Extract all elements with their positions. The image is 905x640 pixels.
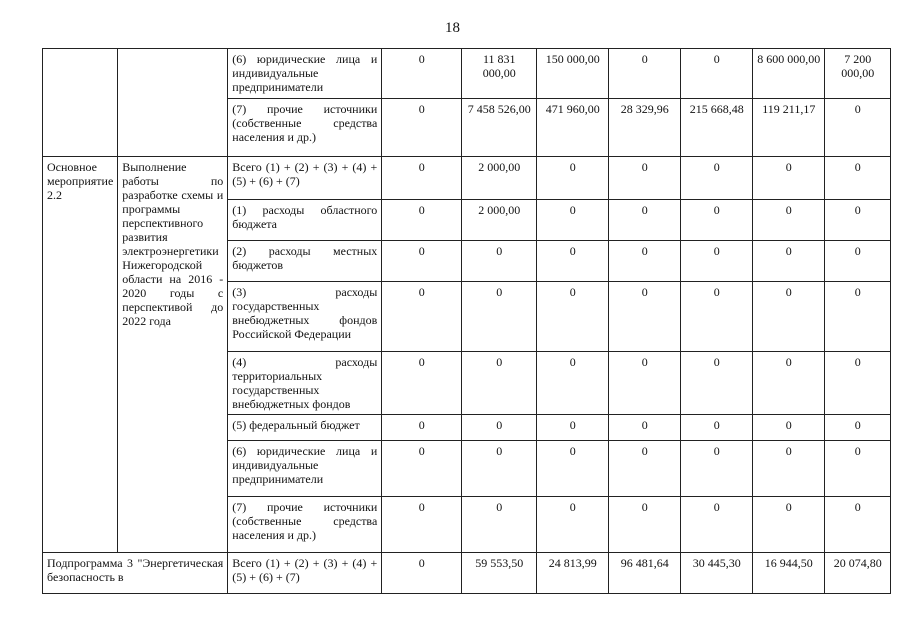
amount-cell: 0 — [609, 241, 681, 282]
amount-cell: 59 553,50 — [462, 553, 537, 594]
amount-cell: 0 — [382, 441, 462, 497]
amount-cell: 0 — [681, 200, 753, 241]
amount-cell: 0 — [681, 352, 753, 415]
amount-cell: 20 074,80 — [825, 553, 891, 594]
amount-cell: 0 — [462, 415, 537, 441]
amount-cell: 0 — [609, 282, 681, 352]
amount-cell: 0 — [462, 441, 537, 497]
amount-cell: 119 211,17 — [753, 99, 825, 157]
table-row — [43, 49, 891, 99]
table-row — [43, 157, 891, 200]
amount-cell: 0 — [537, 415, 609, 441]
amount-cell: 0 — [537, 200, 609, 241]
funding-source-label: (6) юридические лица и индивидуальные предприниматели — [228, 49, 382, 99]
amount-cell: 2 000,00 — [462, 200, 537, 241]
amount-cell: 0 — [753, 282, 825, 352]
amount-cell: 0 — [681, 497, 753, 553]
amount-cell: 0 — [681, 157, 753, 200]
amount-cell: 0 — [382, 200, 462, 241]
amount-cell: 0 — [609, 49, 681, 99]
blank-cell — [118, 49, 228, 157]
amount-cell: 28 329,96 — [609, 99, 681, 157]
table-row — [43, 553, 891, 594]
amount-cell: 0 — [825, 415, 891, 441]
amount-cell: 0 — [382, 241, 462, 282]
amount-cell: 0 — [753, 352, 825, 415]
amount-cell: 0 — [825, 497, 891, 553]
funding-source-label: (3) расходы государственных внебюджетных фондов Российской Федерации — [228, 282, 382, 352]
amount-cell: 0 — [753, 200, 825, 241]
amount-cell: 0 — [825, 241, 891, 282]
amount-cell: 0 — [609, 415, 681, 441]
subprogram-name: Подпрограмма 3 "Энергетическая безопасность в — [43, 553, 228, 594]
amount-cell: 0 — [537, 157, 609, 200]
amount-cell: 7 458 526,00 — [462, 99, 537, 157]
amount-cell: 0 — [462, 282, 537, 352]
amount-cell: 0 — [382, 497, 462, 553]
funding-source-label: Всего (1) + (2) + (3) + (4) + (5) + (6) + (7) — [228, 157, 382, 200]
amount-cell: 0 — [825, 441, 891, 497]
funding-source-label: (7) прочие источники (собственные средства населения и др.) — [228, 99, 382, 157]
funding-table — [42, 48, 891, 594]
amount-cell: 0 — [537, 441, 609, 497]
amount-cell: 0 — [681, 282, 753, 352]
amount-cell: 0 — [382, 282, 462, 352]
amount-cell: 215 668,48 — [681, 99, 753, 157]
amount-cell: 0 — [753, 241, 825, 282]
amount-cell: 0 — [537, 352, 609, 415]
amount-cell: 24 813,99 — [537, 553, 609, 594]
funding-source-label: (1) расходы областного бюджета — [228, 200, 382, 241]
amount-cell: 471 960,00 — [537, 99, 609, 157]
amount-cell: 30 445,30 — [681, 553, 753, 594]
amount-cell: 0 — [462, 497, 537, 553]
amount-cell: 0 — [825, 200, 891, 241]
amount-cell: 0 — [753, 415, 825, 441]
amount-cell: 2 000,00 — [462, 157, 537, 200]
amount-cell: 0 — [382, 99, 462, 157]
amount-cell: 0 — [537, 282, 609, 352]
amount-cell: 0 — [753, 497, 825, 553]
amount-cell: 0 — [609, 352, 681, 415]
amount-cell: 0 — [609, 441, 681, 497]
table-body — [43, 49, 891, 594]
amount-cell: 0 — [825, 352, 891, 415]
funding-source-label: (2) расходы местных бюджетов — [228, 241, 382, 282]
funding-source-label: (5) федеральный бюджет — [228, 415, 382, 441]
amount-cell: 0 — [609, 200, 681, 241]
funding-source-label: Всего (1) + (2) + (3) + (4) + (5) + (6) + (7) — [228, 553, 382, 594]
amount-cell: 96 481,64 — [609, 553, 681, 594]
measure-name: Выполнение работы по разработке схемы и программы перспективного развития электроэнергетики Нижегородской области на 2016 - 2020 годы с перспективой до 2022 года — [118, 157, 228, 553]
funding-source-label: (6) юридические лица и индивидуальные предприниматели — [228, 441, 382, 497]
amount-cell: 0 — [681, 415, 753, 441]
amount-cell: 0 — [382, 553, 462, 594]
funding-source-label: (4) расходы территориальных государственных внебюджетных фондов — [228, 352, 382, 415]
amount-cell: 0 — [382, 352, 462, 415]
funding-source-label: (7) прочие источники (собственные средства населения и др.) — [228, 497, 382, 553]
amount-cell: 0 — [825, 99, 891, 157]
amount-cell: 0 — [609, 497, 681, 553]
amount-cell: 11 831 000,00 — [462, 49, 537, 99]
amount-cell: 16 944,50 — [753, 553, 825, 594]
amount-cell: 0 — [382, 157, 462, 200]
amount-cell: 0 — [462, 352, 537, 415]
amount-cell: 0 — [681, 441, 753, 497]
measure-code: Основное мероприятие 2.2 — [43, 157, 118, 553]
amount-cell: 0 — [382, 415, 462, 441]
amount-cell: 0 — [537, 241, 609, 282]
amount-cell: 0 — [825, 157, 891, 200]
amount-cell: 0 — [825, 282, 891, 352]
amount-cell: 7 200 000,00 — [825, 49, 891, 99]
amount-cell: 0 — [609, 157, 681, 200]
page-number: 18 — [445, 20, 460, 36]
amount-cell: 0 — [462, 241, 537, 282]
blank-cell — [43, 49, 118, 157]
amount-cell: 0 — [681, 241, 753, 282]
amount-cell: 0 — [681, 49, 753, 99]
amount-cell: 8 600 000,00 — [753, 49, 825, 99]
amount-cell: 0 — [382, 49, 462, 99]
amount-cell: 0 — [753, 441, 825, 497]
amount-cell: 150 000,00 — [537, 49, 609, 99]
amount-cell: 0 — [753, 157, 825, 200]
amount-cell: 0 — [537, 497, 609, 553]
